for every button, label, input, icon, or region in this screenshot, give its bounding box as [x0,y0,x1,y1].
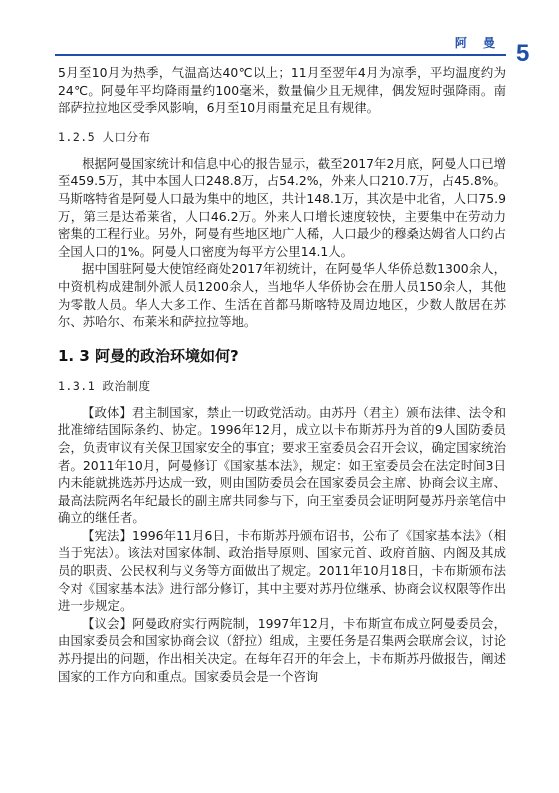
population-paragraph-2: 据中国驻阿曼大使馆经商处2017年初统计，在阿曼华人华侨总数1300余人，中资机构成建制外派人员1200余人，当地华人华侨协会在册人员150余人，其他为零散人员。华人大多工作、生活在首都马斯喀特及周边地区，少数人散居在苏尔、苏哈尔、布莱米和萨拉拉等地。 [58,261,506,330]
population-paragraph-1: 根据阿曼国家统计和信息中心的报告显示，截至2017年2月底，阿曼人口已增至459.5万，其中本国人口248.8万，占54.2%，外来人口210.7万，占45.8%。马斯喀特省是阿曼人口最为集中的地区，共计148.1万，其次是中北省，人口75.9万，第三是达希莱省，人口46.2万。外来人口增长速度较快，主要集中在劳动力密集的工程行业。另外，阿曼有些地区地广人稀，人口最少的穆桑达姆省人口约占全国人口的1%。阿曼人口密度为每平方公里14.1人。 [58,155,506,259]
header-rule [55,54,506,56]
regime-paragraph: 【政体】君主制国家，禁止一切政党活动。由苏丹（君主）颁布法律、法令和批准缔结国际条约、协定。1996年12月，成立以卡布斯苏丹为首的9人国防委员会，负责审议有关保卫国家安全的事宜；要求王室委员会召开会议，确定国家统治者。2011年10月，阿曼修订《国家基本法》，规定：如王室委员会在法定时间3日内未能就挑选苏丹达成一致，则由国防委员会在国家委员会主席、协商会议主席、最高法院两名年纪最长的副主席共同参与下，向王室委员会证明阿曼苏丹亲笔信中确立的继任者。 [58,404,506,526]
page-number: 5 [516,40,530,67]
climate-paragraph: 5月至10月为热季，气温高达40℃以上；11月至翌年4月为凉季，平均温度约为24℃。阿曼年平均降雨量约100毫米，数量偏少且无规律，偶发短时强降雨。南部萨拉拉地区受季风影响，6月至10月雨量充足且有规律。 [58,65,506,116]
section-heading-population: 1.2.5 人口分布 [58,129,151,144]
constitution-paragraph: 【宪法】1996年11月6日，卡布斯苏丹颁布诏书，公布了《国家基本法》（相当于宪法）。该法对国家体制、政治指导原则、国家元首、政府首脑、内阁及其成员的职责、公民权利与义务等方面做出了规定。2011年10月18日，卡布斯颁布法令对《国家基本法》进行部分修订，其中主要对苏丹位继承、协商会议权限等作出进一步规定。 [58,527,506,614]
page-header [0,0,559,67]
page-body [58,64,506,685]
section-heading-political-system: 1.3.1 政治制度 [58,378,151,393]
running-title: 阿 曼 [454,36,501,50]
section-heading-politics: 1. 3 阿曼的政治环境如何? [58,346,239,365]
parliament-paragraph: 【议会】阿曼政府实行两院制，1997年12月，卡布斯宣布成立阿曼委员会，由国家委员会和国家协商会议（舒拉）组成，主要任务是召集两会联席会议，讨论苏丹提出的问题，作出相关决定。在每年召开的年会上，卡布斯苏丹做报告，阐述国家的工作方向和重点。国家委员会是一个咨询 [58,615,506,684]
